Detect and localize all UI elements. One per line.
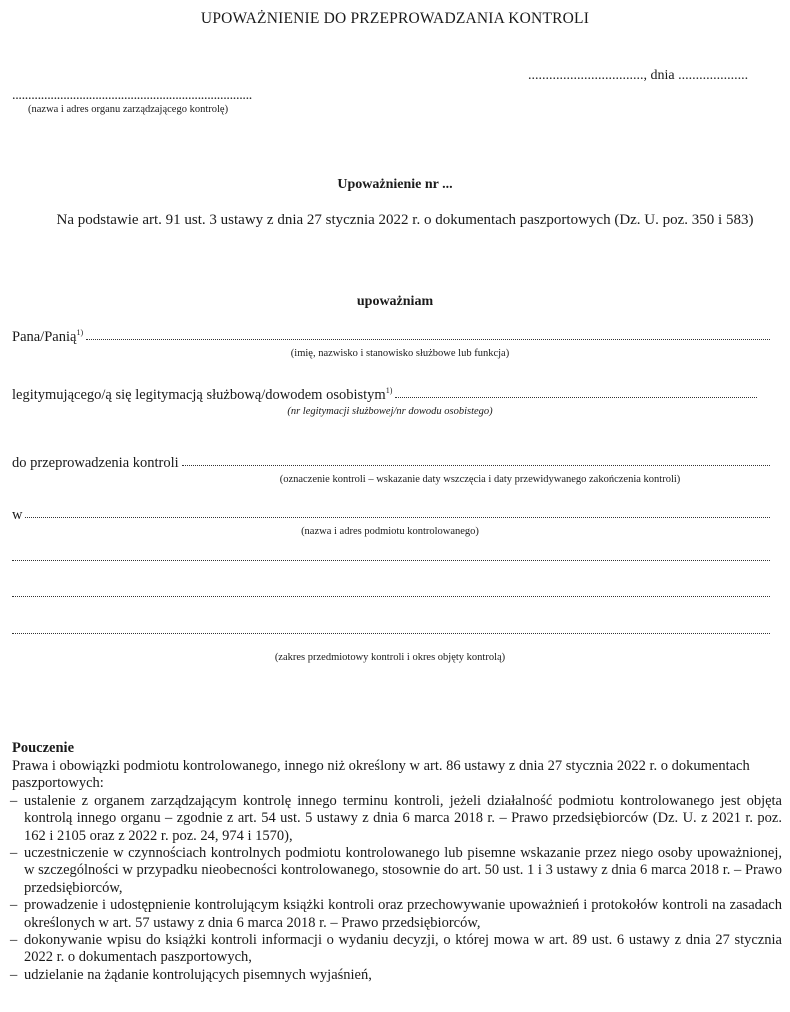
notice-item: – ustalenie z organem zarządzającym kontrolę innego terminu kontroli, jeżeli działalność podmiotu kontrolowanego jest objęta kontrolą innego organu – zgodnie z art. 54 ust. 5 ustawy z dnia 6 marca 2018 r. – Prawo przedsiębiorców (Dz. U. z 2021 r. poz. 162 i 2105 oraz z 2022 r. poz. 24, 974 i 1570), [10,792,782,844]
field-person [12,329,770,346]
field-person-label: Pana/Panią$^{1)}$ [12,328,84,345]
notice-intro: Prawa i obowiązki podmiotu kontrolowanego, innego niż określony w art. 86 ustawy z dnia 27 stycznia 2022 r. o dokumentach paszportowych: [12,758,750,792]
notice-item: – prowadzenie i udostępnienie kontrolującym książki kontroli oraz przechowywanie upoważnień i protokołów kontroli na zasadach określonych w art. 57 ustawy z dnia 6 marca 2018 r. – Prawo przedsiębiorców, [10,897,782,931]
legal-basis: Na podstawie art. 91 ust. 3 ustawy z dnia 27 stycznia 2022 r. o dokumentach paszportowych (Dz. U. poz. 350 i 583) [56,212,754,228]
field-entity-label: w [12,507,23,523]
field-entity-dots [25,516,770,518]
authorize-word: upoważniam [356,294,434,309]
field-id-dots [395,396,757,398]
notice-item: – dokonywanie wpisu do książki kontroli informacji o wydaniu decyzji, o której mowa w art. 89 ust. 6 ustawy z dnia 27 stycznia 2022 r. o dokumentach paszportowych, [10,932,782,966]
notice-item: – uczestniczenie w czynnościach kontrolnych podmiotu kontrolowanego lub pisemne wskazanie przez niego osoby upoważnionej, w szczególności w przypadku nieobecności kontrolowanego, stosownie do art. 50 ust. 1 i 3 ustawy z dnia 6 marca 2018 r. – Prawo przedsiębiorców, [10,845,782,896]
scope-line-1 [12,560,770,562]
field-entity [12,507,770,524]
field-entity-caption: (nazwa i adres podmiotu kontrolowanego) [301,526,479,537]
field-control-label: do przeprowadzenia kontroli [12,455,179,471]
organ-name-line: ........................................................................... [12,88,253,103]
notice-item: – udzielanie na żądanie kontrolujących pisemnych wyjaśnień, [10,966,372,983]
field-id-label: legitymującego/ą się legitymacją służbową/dowodem osobistym$^{1)}$ [12,386,393,403]
organ-caption: (nazwa i adres organu zarządzającego kontrolę) [28,104,229,115]
notice-list [12,793,782,984]
field-id [12,387,757,404]
document-title: UPOWAŻNIENIE DO PRZEPROWADZANIA KONTROLI [200,10,590,27]
field-control [12,455,770,472]
field-control-dots [182,464,770,466]
scope-caption: (zakres przedmiotowy kontroli i okres objęty kontrolą) [274,652,506,663]
place-date-line: ................................., dnia .................... [528,68,749,83]
notice-heading: Pouczenie [12,740,75,756]
field-id-caption: (nr legitymacji służbowej/nr dowodu osobistego) [287,406,493,417]
notice-body [12,758,782,984]
field-person-caption: (imię, nazwisko i stanowisko służbowe lub funkcja) [290,348,510,359]
authorization-number: Upoważnienie nr ... [337,177,453,192]
field-person-dots [86,338,770,340]
scope-line-2 [12,596,770,598]
scope-line-3 [12,633,770,635]
field-control-caption: (oznaczenie kontroli – wskazanie daty wszczęcia i daty przewidywanego zakończenia kontroli) [279,474,681,485]
